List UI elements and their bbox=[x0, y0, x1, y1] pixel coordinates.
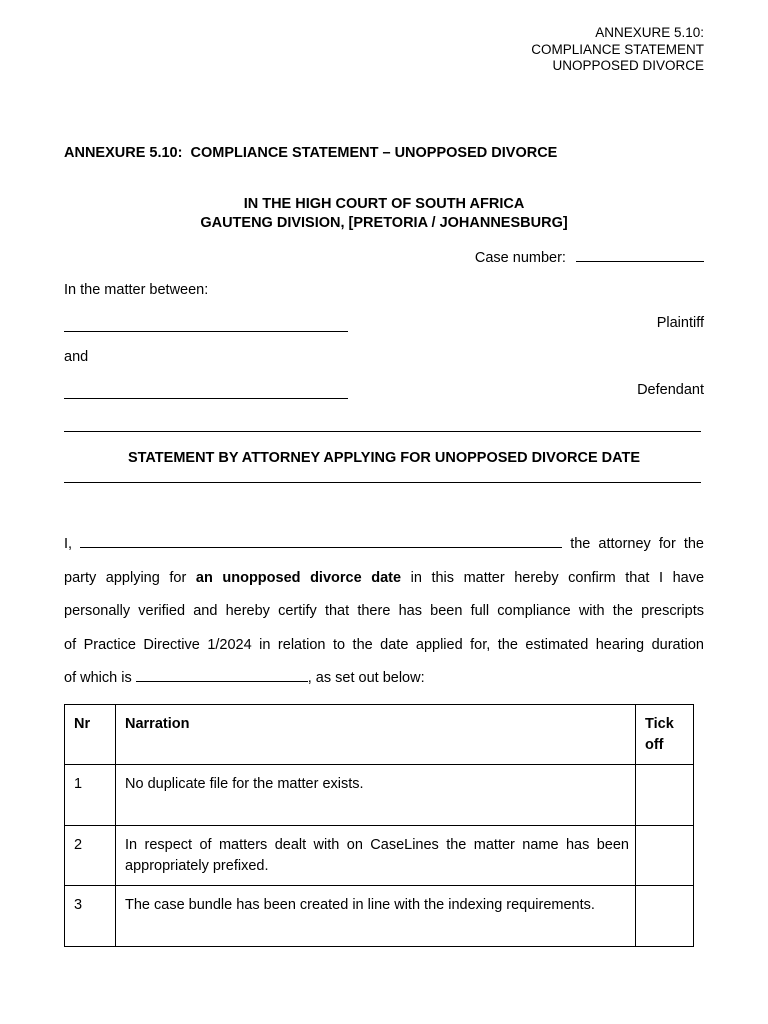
court-line-1: IN THE HIGH COURT OF SOUTH AFRICA bbox=[243, 196, 525, 212]
paragraph-line-1-end: the attorney for the bbox=[570, 536, 704, 552]
tick-off-cell[interactable] bbox=[636, 765, 694, 826]
paragraph-line-2-end: in this matter hereby confirm that I have bbox=[410, 569, 705, 586]
paragraph-line-2 bbox=[64, 562, 704, 596]
paragraph-line-1-start: I, bbox=[64, 536, 73, 552]
header-narration: Narration bbox=[116, 705, 636, 765]
attorney-name-field[interactable] bbox=[80, 534, 562, 548]
defendant-name-line[interactable] bbox=[64, 398, 348, 399]
document-title: ANNEXURE 5.10: COMPLIANCE STATEMENT – UNOPPOSED DIVORCE bbox=[64, 145, 558, 161]
plaintiff-label: Plaintiff bbox=[656, 315, 704, 331]
paragraph-line-3: personally verified and hereby certify that there has been full compliance with the prescripts bbox=[64, 603, 704, 619]
tick-off-cell[interactable] bbox=[636, 886, 694, 947]
and-label: and bbox=[64, 349, 89, 365]
row-nr: 3 bbox=[65, 886, 116, 947]
hearing-duration-field[interactable] bbox=[136, 668, 308, 682]
case-number-field[interactable] bbox=[576, 248, 704, 262]
court-heading bbox=[64, 195, 704, 233]
table-row bbox=[65, 765, 694, 826]
row-narration: In respect of matters dealt with on CaseLines the matter name has been appropriately prefixed. bbox=[116, 826, 636, 886]
corner-header bbox=[531, 25, 704, 75]
table-header-row bbox=[65, 705, 694, 765]
header-tick-off: Tick off bbox=[636, 705, 694, 765]
row-nr: 2 bbox=[65, 826, 116, 886]
paragraph-line-5-end: , as set out below: bbox=[307, 670, 425, 686]
divider-bottom bbox=[64, 482, 701, 483]
corner-header-line-1: ANNEXURE 5.10: bbox=[595, 25, 704, 40]
table-row bbox=[65, 826, 694, 886]
paragraph-bold-phrase: an unopposed divorce date bbox=[195, 569, 402, 586]
certification-paragraph bbox=[64, 528, 704, 696]
row-narration: No duplicate file for the matter exists. bbox=[116, 765, 636, 826]
header-nr: Nr bbox=[65, 705, 116, 765]
tick-off-cell[interactable] bbox=[636, 826, 694, 886]
matter-between-label: In the matter between: bbox=[64, 282, 209, 298]
table-row bbox=[65, 886, 694, 947]
corner-header-line-3: UNOPPOSED DIVORCE bbox=[552, 58, 704, 73]
case-number bbox=[475, 248, 704, 266]
paragraph-line-5 bbox=[64, 662, 704, 696]
corner-header-line-2: COMPLIANCE STATEMENT bbox=[531, 41, 704, 57]
row-nr: 1 bbox=[65, 765, 116, 826]
court-line-2: GAUTENG DIVISION, [PRETORIA / JOHANNESBURG] bbox=[200, 215, 568, 231]
compliance-table bbox=[64, 704, 694, 947]
plaintiff-name-line[interactable] bbox=[64, 331, 348, 332]
row-narration: The case bundle has been created in line with the indexing requirements. bbox=[116, 886, 636, 947]
paragraph-line-1 bbox=[64, 528, 704, 562]
defendant-label: Defendant bbox=[637, 382, 704, 398]
divider-top bbox=[64, 431, 701, 432]
paragraph-line-5-start: of which is bbox=[64, 670, 132, 686]
case-number-label: Case number: bbox=[474, 250, 566, 266]
statement-heading: STATEMENT BY ATTORNEY APPLYING FOR UNOPPOSED DIVORCE DATE bbox=[127, 450, 641, 466]
paragraph-line-4: of Practice Directive 1/2024 in relation to the date applied for, the estimated hearing duration bbox=[64, 636, 704, 653]
paragraph-line-2-start: party applying for bbox=[64, 569, 187, 586]
